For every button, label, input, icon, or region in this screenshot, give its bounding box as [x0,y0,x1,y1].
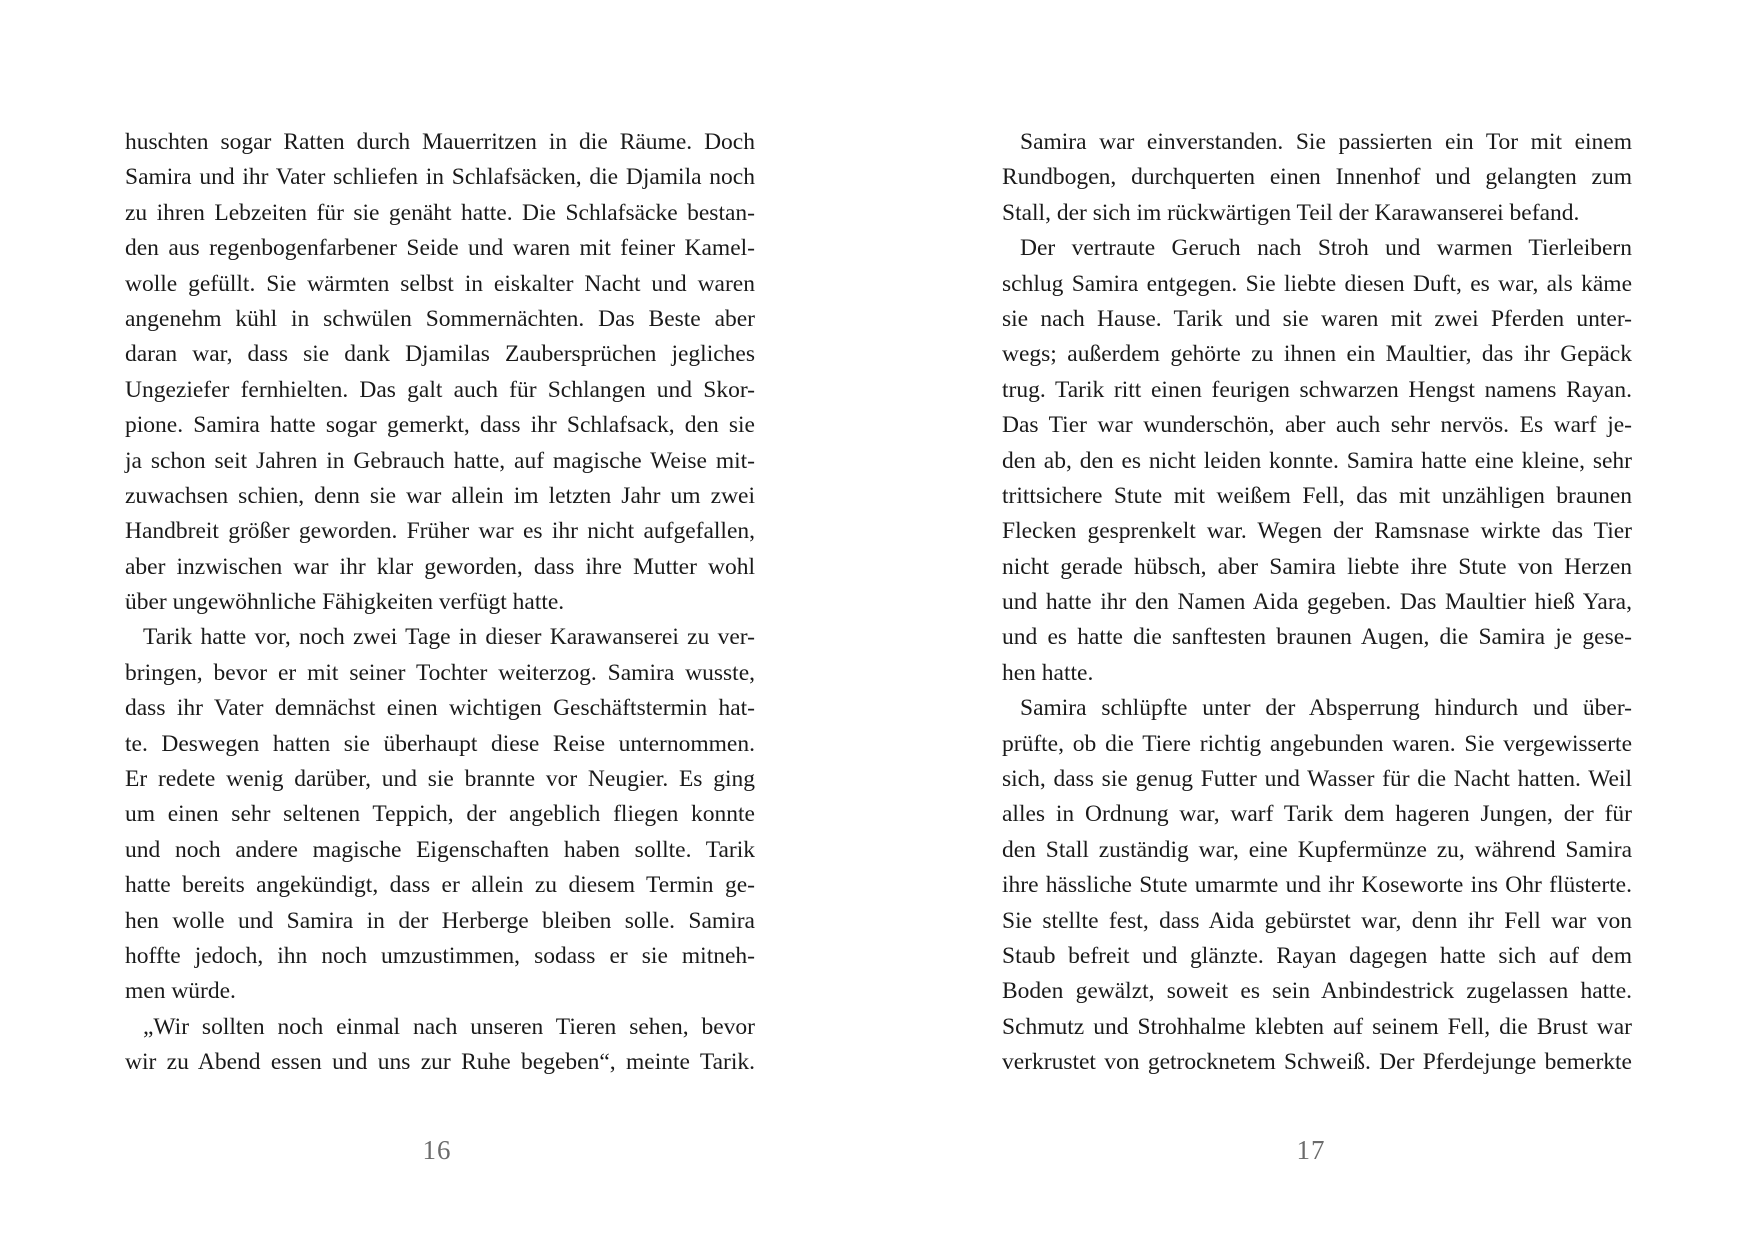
text-line: Boden gewälzt, soweit es sein Anbindestrick zugelassen hatte. [1002,978,1632,1005]
right-page [874,0,1748,1240]
text-line: sich, dass sie genug Futter und Wasser für die Nacht hatten. Weil [1002,766,1632,793]
text-line: ihre hässliche Stute umarmte und ihr Koseworte ins Ohr flüsterte. [1002,872,1632,899]
text-line: Flecken gesprenkelt war. Wegen der Ramsnase wirkte das Tier [1002,518,1632,545]
left-page-text [125,125,755,1081]
text-line: verkrustet von getrocknetem Schweiß. Der Pferdejunge bemerkte [1002,1049,1632,1076]
text-line: den ab, den es nicht leiden konnte. Samira hatte eine kleine, sehr [1002,447,1632,474]
text-line: über ungewöhnliche Fähigkeiten verfügt hatte. [125,589,565,616]
text-line: dass ihr Vater demnächst einen wichtigen Geschäftstermin hat- [125,695,755,722]
text-line: sie nach Hause. Tarik und sie waren mit zwei Pferden unter- [1002,305,1632,332]
text-line: bringen, bevor er mit seiner Tochter weiterzog. Samira wusste, [125,659,755,686]
text-line: trug. Tarik ritt einen feurigen schwarzen Hengst namens Rayan. [1002,376,1632,403]
text-line: trittsichere Stute mit weißem Fell, das mit unzähligen braunen [1002,482,1632,509]
text-line: und noch andere magische Eigenschaften haben sollte. Tarik [125,836,755,863]
text-line: te. Deswegen hatten sie überhaupt diese Reise unternommen. [125,730,755,757]
text-line: wir zu Abend essen und uns zur Ruhe begeben“, meinte Tarik. [125,1049,755,1076]
right-page-text [1002,125,1632,1081]
text-line: angenehm kühl in schwülen Sommernächten. Das Beste aber [125,305,755,332]
text-line: Ungeziefer fernhielten. Das galt auch für Schlangen und Skor- [125,376,755,403]
text-line: prüfte, ob die Tiere richtig angebunden waren. Sie vergewisserte [1002,730,1632,757]
text-line: Das Tier war wunderschön, aber auch sehr nervös. Es warf je- [1002,412,1632,439]
text-line: Schmutz und Strohhalme klebten auf seinem Fell, die Brust war [1002,1013,1632,1040]
text-line: men würde. [125,978,236,1005]
page-number: 17 [1296,1135,1326,1165]
text-line: und es hatte die sanftesten braunen Augen, die Samira je gese- [1002,624,1632,651]
text-line: Samira war einverstanden. Sie passierten ein Tor mit einem [1020,129,1632,155]
text-line: wegs; außerdem gehörte zu ihnen ein Maultier, das ihr Gepäck [1002,341,1632,368]
text-line: Sie stellte fest, dass Aida gebürstet war, denn ihr Fell war von [1002,907,1632,934]
page-number: 16 [422,1135,452,1165]
text-line: hatte bereits angekündigt, dass er allein zu diesem Termin ge- [125,872,755,899]
text-line: huschten sogar Ratten durch Mauerritzen in die Räume. Doch [125,129,755,155]
text-line: Er redete wenig darüber, und sie brannte vor Neugier. Es ging [125,766,755,793]
text-line: hoffte jedoch, ihn noch umzustimmen, sodass er sie mitneh- [125,942,755,969]
text-line: und hatte ihr den Namen Aida gegeben. Das Maultier hieß Yara, [1002,589,1632,616]
text-line: hen hatte. [1002,659,1094,686]
text-line: Der vertraute Geruch nach Stroh und warmen Tierleibern [1020,235,1632,262]
text-line: Samira und ihr Vater schliefen in Schlafsäcken, die Djamila noch [125,164,755,191]
text-line: nicht gerade hübsch, aber Samira liebte ihre Stute von Herzen [1002,553,1632,580]
text-line: aber inzwischen war ihr klar geworden, dass ihre Mutter wohl [125,553,755,580]
text-line: pione. Samira hatte sogar gemerkt, dass ihr Schlafsack, den sie [125,412,755,439]
text-line: Tarik hatte vor, noch zwei Tage in dieser Karawanserei zu ver- [143,624,755,651]
text-line: „Wir sollten noch einmal nach unseren Tieren sehen, bevor [143,1013,755,1040]
text-line: alles in Ordnung war, warf Tarik dem hageren Jungen, der für [1002,801,1632,828]
text-line: Samira schlüpfte unter der Absperrung hindurch und über- [1020,695,1632,722]
text-line: Stall, der sich im rückwärtigen Teil der Karawanserei befand. [1002,199,1580,226]
text-line: den aus regenbogenfarbener Seide und waren mit feiner Kamel- [125,235,755,262]
text-line: Handbreit größer geworden. Früher war es ihr nicht aufgefallen, [125,518,755,545]
text-line: daran war, dass sie dank Djamilas Zaubersprüchen jegliches [125,341,755,368]
text-line: hen wolle und Samira in der Herberge bleiben solle. Samira [125,907,755,934]
text-line: wolle gefüllt. Sie wärmten selbst in eiskalter Nacht und waren [125,270,755,297]
text-line: Rundbogen, durchquerten einen Innenhof und gelangten zum [1002,164,1632,191]
text-line: zuwachsen schien, denn sie war allein im letzten Jahr um zwei [125,482,755,509]
text-line: schlug Samira entgegen. Sie liebte diesen Duft, es war, als käme [1002,270,1632,297]
text-line: ja schon seit Jahren in Gebrauch hatte, auf magische Weise mit- [125,447,755,474]
text-line: Staub befreit und glänzte. Rayan dagegen hatte sich auf dem [1002,942,1632,969]
text-line: um einen sehr seltenen Teppich, der angeblich fliegen konnte [125,801,755,828]
text-line: den Stall zuständig war, eine Kupfermünze zu, während Samira [1002,836,1632,863]
text-line: zu ihren Lebzeiten für sie genäht hatte. Die Schlafsäcke bestan- [125,199,755,226]
